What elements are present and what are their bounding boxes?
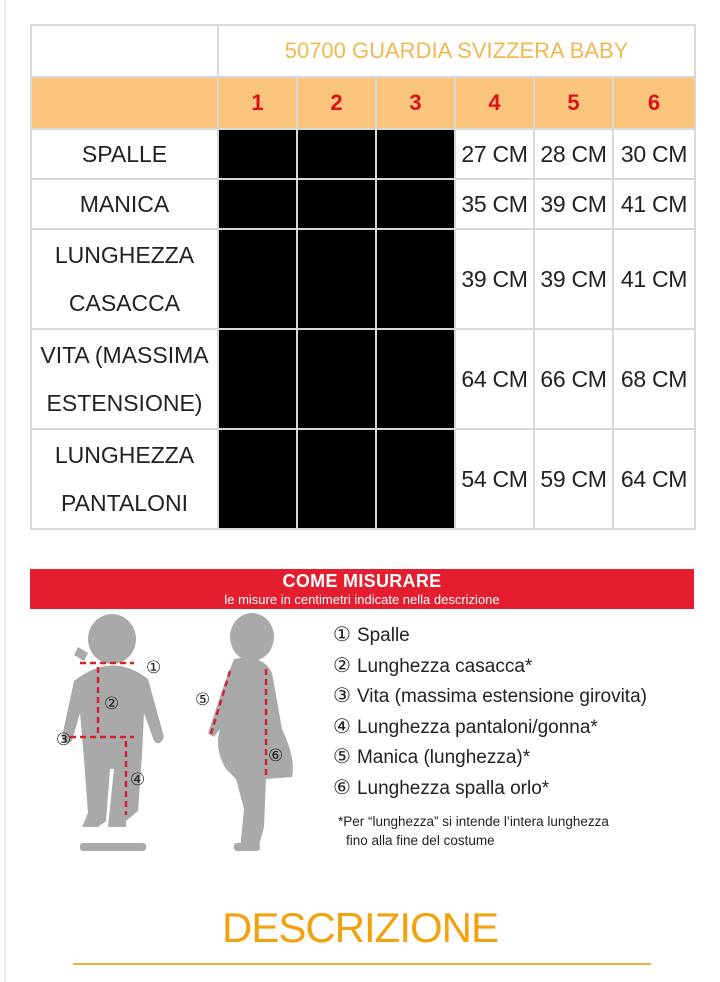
redacted-cell: [297, 429, 376, 529]
figure-mark-5: ⑤: [195, 690, 211, 710]
value-cell: 66 CM: [534, 329, 613, 429]
value-cell: 39 CM: [534, 179, 613, 229]
item-number: ①: [333, 624, 351, 646]
table-row: [31, 179, 695, 229]
item-text: Lunghezza spalla orlo*: [356, 777, 550, 799]
figure-mark-3: ③: [56, 730, 72, 750]
size-header-row: [31, 77, 695, 129]
row-label-manica: [31, 179, 218, 229]
table-row: [31, 329, 695, 429]
list-item: [333, 681, 703, 712]
value-cell: 68 CM: [613, 329, 695, 429]
length-footnote: [338, 812, 698, 850]
redacted-cell: [297, 329, 376, 429]
redacted-cell: [297, 129, 376, 179]
row-label-spalle: [31, 129, 218, 179]
figure-mark-2: ②: [104, 694, 120, 714]
size-table: [30, 24, 696, 530]
list-item: [333, 712, 703, 743]
measurement-figures: [30, 609, 330, 869]
page-left-rule: [4, 0, 6, 982]
item-number: ⑥: [333, 776, 351, 799]
item-number: ④: [333, 715, 351, 738]
row-label-line: LUNGHEZZA: [54, 442, 195, 468]
section-underline: [73, 963, 651, 965]
row-label-line: MANICA: [79, 191, 170, 217]
item-text: Vita (massima estensione girovita): [356, 686, 647, 707]
row-label-line: SPALLE: [81, 141, 168, 167]
list-item: [333, 620, 703, 651]
size-header-6: 6: [613, 77, 695, 129]
row-label-line: ESTENSIONE): [46, 390, 203, 416]
redacted-cell: [218, 229, 297, 329]
table-title-row: [31, 25, 695, 77]
redacted-cell: [218, 129, 297, 179]
row-label-lunghezza-pantaloni: [31, 429, 218, 529]
redacted-cell: [297, 229, 376, 329]
list-item: [333, 742, 703, 773]
value-cell: 41 CM: [613, 229, 695, 329]
footnote-line-2: fino alla fine del costume: [346, 833, 495, 848]
value-cell: 64 CM: [613, 429, 695, 529]
value-cell: 35 CM: [455, 179, 534, 229]
section-title-descrizione: DESCRIZIONE: [221, 904, 499, 951]
value-cell: 39 CM: [534, 229, 613, 329]
measure-legend: [333, 620, 703, 803]
list-item: [333, 773, 703, 804]
size-header-5: 5: [534, 77, 613, 129]
size-header-corner: [31, 77, 218, 129]
redacted-cell: [376, 179, 455, 229]
value-cell: 27 CM: [455, 129, 534, 179]
side-child-figure: [208, 613, 293, 851]
item-text: Manica (lunghezza)*: [356, 747, 531, 768]
item-number: ⑤: [333, 746, 351, 768]
redacted-cell: [376, 429, 455, 529]
front-child-figure: [62, 614, 164, 851]
redacted-cell: [376, 129, 455, 179]
row-label-line: CASACCA: [68, 290, 181, 316]
redacted-cell: [218, 329, 297, 429]
row-label-line: PANTALONI: [61, 490, 188, 516]
row-label-line: LUNGHEZZA: [54, 242, 195, 268]
table-title: 50700 GUARDIA SVIZZERA BABY: [218, 25, 695, 77]
item-text: Lunghezza pantaloni/gonna*: [356, 716, 598, 738]
item-text: Spalle: [356, 625, 410, 646]
table-row: [31, 429, 695, 529]
figure-mark-4: ④: [130, 770, 146, 790]
item-number: ③: [333, 685, 351, 707]
redacted-cell: [218, 179, 297, 229]
table-corner-cell: [31, 25, 218, 77]
item-number: ②: [333, 654, 351, 677]
banner-subheading: le misure in centimetri indicate nella descrizione: [224, 592, 500, 607]
row-label-line: VITA (MASSIMA: [40, 342, 209, 368]
value-cell: 28 CM: [534, 129, 613, 179]
figure-mark-6: ⑥: [268, 746, 284, 766]
size-header-1: 1: [218, 77, 297, 129]
table-row: [31, 129, 695, 179]
value-cell: 30 CM: [613, 129, 695, 179]
value-cell: 64 CM: [455, 329, 534, 429]
list-item: [333, 651, 703, 682]
redacted-cell: [376, 329, 455, 429]
row-label-lunghezza-casacca: [31, 229, 218, 329]
size-header-2: 2: [297, 77, 376, 129]
figure-mark-1: ①: [146, 658, 162, 678]
value-cell: 54 CM: [455, 429, 534, 529]
row-label-vita: [31, 329, 218, 429]
how-to-measure-banner: [30, 569, 694, 609]
table-row: [31, 229, 695, 329]
redacted-cell: [218, 429, 297, 529]
size-header-4: 4: [455, 77, 534, 129]
redacted-cell: [376, 229, 455, 329]
footnote-line-1: *Per “lunghezza” si intende l’intera lunghezza: [338, 814, 609, 829]
value-cell: 59 CM: [534, 429, 613, 529]
item-text: Lunghezza casacca*: [356, 655, 533, 677]
value-cell: 39 CM: [455, 229, 534, 329]
size-header-3: 3: [376, 77, 455, 129]
redacted-cell: [297, 179, 376, 229]
banner-heading: COME MISURARE: [282, 571, 442, 591]
value-cell: 41 CM: [613, 179, 695, 229]
